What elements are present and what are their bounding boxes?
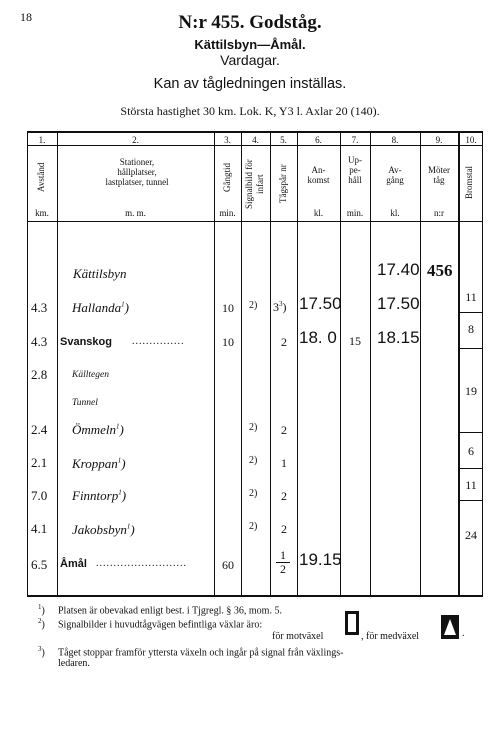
departure-time: 18.15	[377, 328, 420, 347]
header-meets: Möter tåg	[428, 165, 450, 185]
brake-value: 11	[465, 478, 477, 492]
header-signal: Signalbild för infart	[244, 159, 265, 209]
station-kattilsbyn: Kättilsbyn	[73, 266, 127, 281]
track-number: 2	[281, 489, 287, 503]
arrival-time: 19.15	[299, 550, 342, 569]
departure-time: 17.40	[377, 260, 420, 279]
distance: 7.0	[31, 488, 48, 503]
track-number: $3^3$)	[273, 300, 287, 314]
header-stop-unit: min.	[346, 208, 364, 218]
stop-minutes: 15	[349, 334, 361, 348]
track-number: $\frac{1}{2}$	[276, 549, 290, 576]
train-specs: Största hastighet 30 km. Lok. K, Y3 l. Axlar 20 (140).	[120, 104, 380, 118]
medvaxel-signal-icon	[441, 615, 459, 639]
brake-value: 24	[465, 528, 477, 542]
page-number: 18	[20, 10, 32, 24]
brake-value: 19	[465, 384, 477, 398]
arrival-time: 18. 0	[299, 328, 337, 347]
track-number: 2	[281, 522, 287, 536]
meets-train: 456	[427, 261, 453, 280]
distance: 4.1	[31, 521, 48, 536]
station-kroppan: Kroppan$^1$)	[72, 456, 126, 471]
track-number: 2	[281, 335, 287, 349]
route: Kättilsbyn—Åmål.	[194, 37, 306, 52]
footnote-1: $^1$) Platsen är obevakad enligt best. i Tjgregl. § 36, mom. 5.	[38, 603, 282, 617]
colnum-2: 2.	[132, 135, 139, 145]
header-departure-unit: kl.	[390, 208, 400, 218]
brake-value: 8	[468, 322, 474, 336]
header-walking-time: Gångtid	[222, 163, 232, 192]
distance: 4.3	[31, 334, 48, 349]
colnum-3: 3.	[224, 135, 231, 145]
brake-value: 6	[468, 444, 474, 458]
distance: 2.4	[31, 422, 48, 437]
station-jakobsbyn: Jakobsbyn$^1$)	[72, 522, 135, 537]
colnum-4: 4.	[252, 135, 259, 145]
header-meets-unit: n:r	[434, 208, 444, 218]
colnum-10: 10.	[465, 135, 477, 145]
track-number: 2	[281, 423, 287, 437]
header-stations: Stationer, hållplatser, lastplatser, tunnel	[105, 157, 169, 187]
header-stations-unit: m. m.	[125, 208, 146, 218]
departure-time: 17.50	[377, 294, 420, 313]
station-hallanda: Hallanda$^1$)	[72, 300, 129, 315]
footnote-2-medvaxel: , för medväxel	[361, 631, 420, 642]
colnum-9: 9.	[435, 135, 443, 145]
header-brake: Bromstal	[464, 166, 474, 199]
header-departure: Av- gång	[386, 165, 404, 185]
footnote-2-motvaxel: för motväxel	[272, 631, 324, 642]
station-finntorp: Finntorp$^1$)	[72, 488, 127, 503]
footnote-2: $^2$) Signalbilder i huvudtågvägen befintliga växlar äro:	[38, 617, 263, 631]
station-kalltegen: Källtegen	[72, 370, 109, 380]
brake-value: 11	[465, 290, 477, 304]
signal-note: 2)	[249, 455, 258, 466]
station-svanskog: Svanskog	[60, 336, 112, 348]
cancellation-note: Kan av tågledningen inställas.	[153, 76, 347, 92]
station-ommeln: Ömmeln$^1$)	[72, 422, 124, 437]
train-title: N:r 455. Godståg.	[178, 12, 322, 33]
walking-time: 60	[222, 558, 234, 572]
station-amal: Åmål	[60, 558, 87, 570]
walking-time: 10	[222, 301, 234, 315]
distance: 2.8	[31, 367, 48, 382]
tunnel: Tunnel	[72, 398, 98, 408]
header-track: Tågspår nr	[278, 164, 288, 204]
colnum-1: 1.	[38, 135, 46, 145]
colnum-8: 8.	[391, 135, 399, 145]
distance: 6.5	[31, 557, 48, 572]
track-number: 1	[281, 456, 287, 470]
header-distance-unit: km.	[35, 208, 49, 218]
footnote-3: $^3$) Tåget stoppar framför yttersta växeln och ingår på signal från växlings-	[38, 645, 344, 659]
days: Vardagar.	[220, 52, 280, 68]
distance: 4.3	[31, 300, 48, 315]
signal-note: 2)	[249, 521, 258, 532]
colnum-5: 5.	[280, 135, 287, 145]
distance: 2.1	[31, 455, 48, 470]
arrival-time: 17.50	[299, 294, 342, 313]
motvaxel-signal-icon	[345, 611, 359, 635]
signal-note: 2)	[249, 422, 258, 433]
colnum-6: 6.	[315, 135, 322, 145]
header-walking-unit: min.	[219, 208, 236, 218]
footnote-3-cont: ledaren.	[58, 658, 90, 669]
signal-note: 2)	[249, 300, 258, 311]
header-stop: Up- pe- håll	[348, 155, 362, 185]
colnum-7: 7.	[351, 135, 359, 145]
header-arrival-unit: kl.	[313, 208, 324, 218]
header-distance: Avstånd	[36, 162, 46, 193]
signal-note: 2)	[249, 488, 258, 499]
walking-time: 10	[222, 335, 234, 349]
header-arrival: An- komst	[307, 165, 330, 185]
